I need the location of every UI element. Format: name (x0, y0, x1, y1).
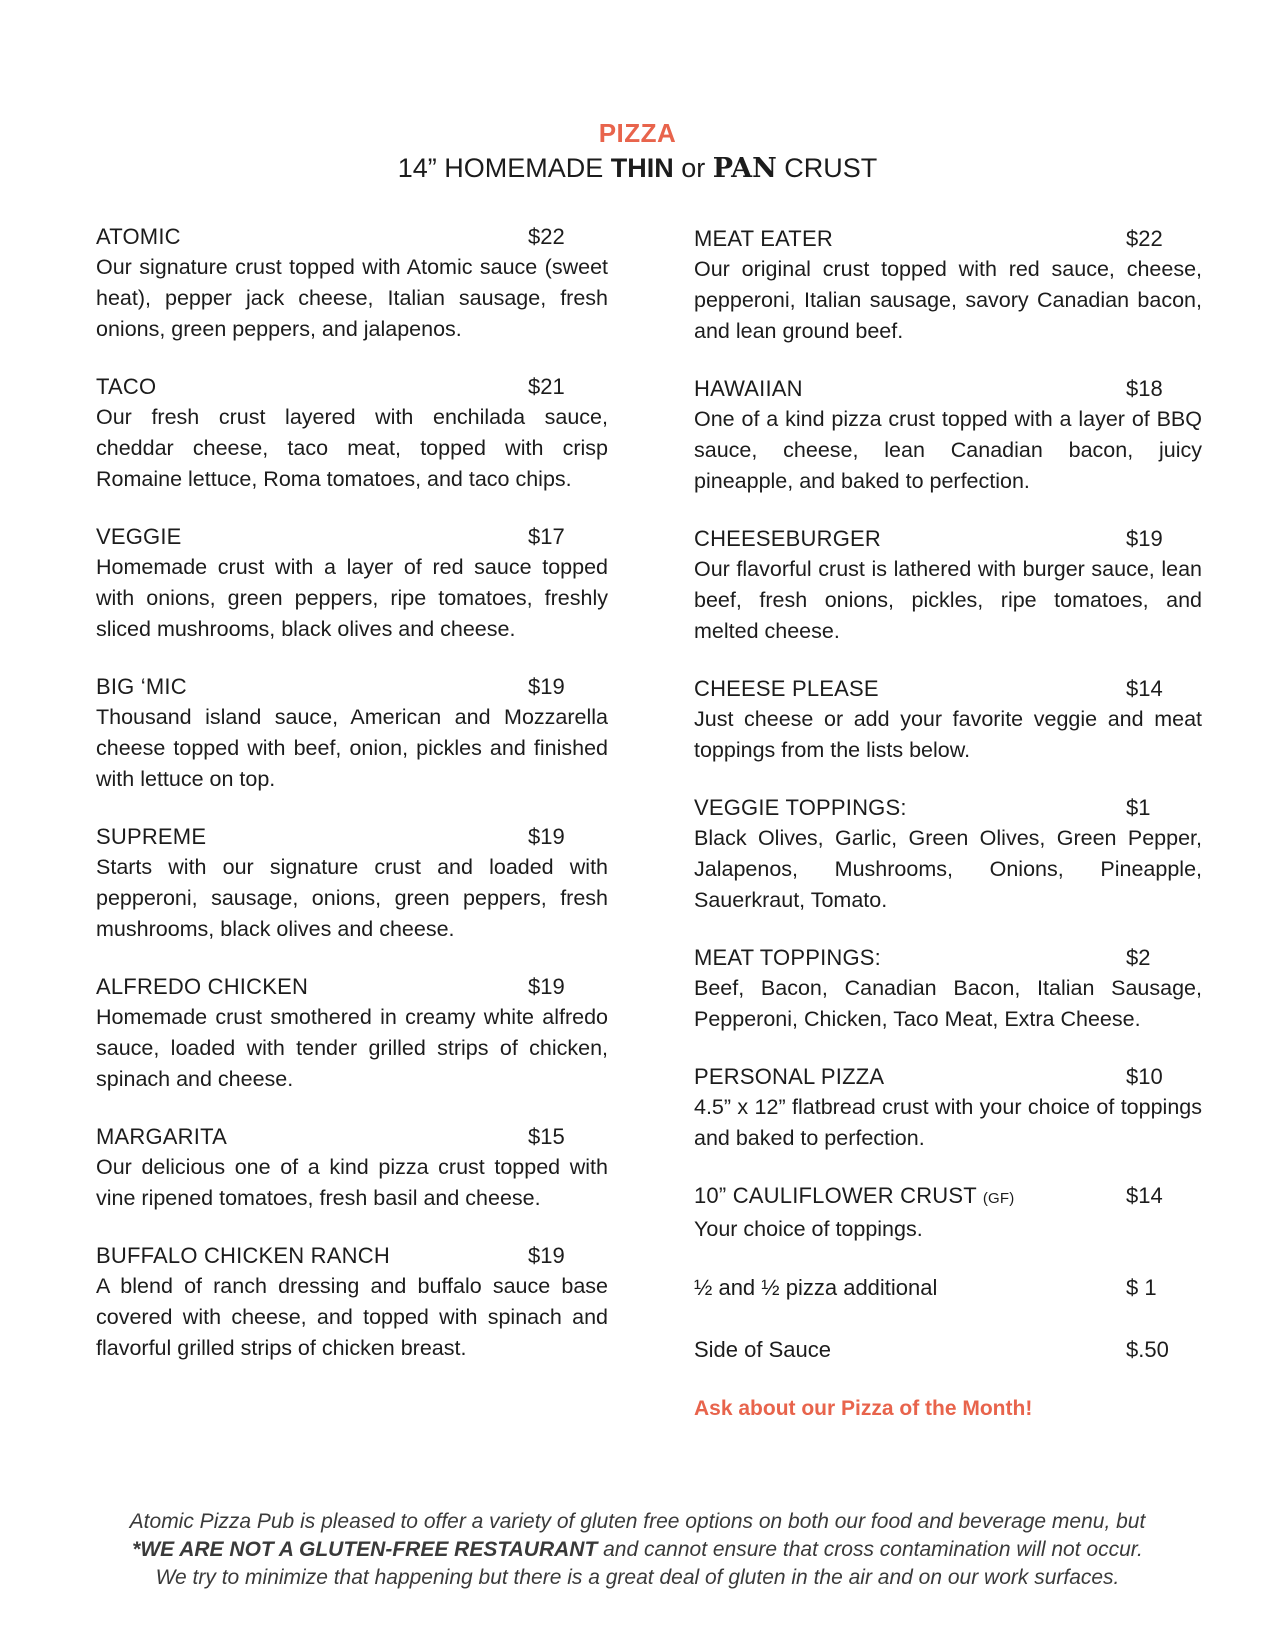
item-description: Our signature crust topped with Atomic sauce (sweet heat), pepper jack cheese, Italian sausage, fresh onions, green peppers, and jalapenos. (96, 255, 608, 341)
item-description: Thousand island sauce, American and Mozzarella cheese topped with beef, onion, pickles and finished with lettuce on top. (96, 705, 608, 791)
menu-item (96, 372, 608, 495)
cauliflower-name: 10” CAULIFLOWER CRUST (694, 1183, 977, 1208)
item-description: Our delicious one of a kind pizza crust topped with vine ripened tomatoes, fresh basil and cheese. (96, 1155, 608, 1210)
item-description: A blend of ranch dressing and buffalo sauce base covered with cheese, and topped with spinach and flavorful grilled strips of chicken breast. (96, 1274, 608, 1360)
item-price: $19 (1126, 526, 1163, 551)
item-name: VEGGIE TOPPINGS: (694, 795, 907, 820)
menu-item (694, 524, 1202, 647)
item-name: MEAT EATER (694, 226, 833, 251)
crust-subtitle (0, 153, 1275, 184)
item-description: Homemade crust smothered in creamy white alfredo sauce, loaded with tender grilled strips of chicken, spinach and cheese. (96, 1005, 608, 1091)
item-name: PERSONAL PIZZA (694, 1064, 885, 1089)
item-price: $19 (528, 824, 565, 849)
item-name: SUPREME (96, 824, 207, 849)
item-description: 4.5” x 12” flatbread crust with your choice of toppings and baked to perfection. (694, 1095, 1202, 1150)
subtitle-pan: PAN (712, 153, 777, 184)
subtitle-post: CRUST (776, 153, 878, 183)
gluten-free-tag: (GF) (982, 1190, 1015, 1207)
item-price: $.50 (1126, 1337, 1169, 1362)
item-name: ATOMIC (96, 224, 181, 249)
menu-item (96, 222, 608, 345)
item-price: $18 (1126, 376, 1163, 401)
item-name: MEAT TOPPINGS: (694, 945, 881, 970)
cauliflower-item (694, 1181, 1202, 1245)
menu-item (96, 972, 608, 1095)
menu-item (694, 224, 1202, 347)
item-price: $2 (1126, 945, 1151, 970)
topping-group (694, 793, 1202, 916)
item-description: Our flavorful crust is lathered with burger sauce, lean beef, fresh onions, pickles, ripe tomatoes, and melted cheese. (694, 557, 1202, 643)
menu-item (96, 522, 608, 645)
item-price: $22 (528, 224, 565, 249)
item-price: $10 (1126, 1064, 1163, 1089)
item-description: Your choice of toppings. (694, 1217, 923, 1241)
item-price: $14 (1126, 676, 1163, 701)
side-sauce-label: Side of Sauce (694, 1337, 831, 1362)
item-price: $1 (1126, 795, 1151, 820)
subtitle-thin: THIN (610, 153, 674, 183)
item-price: $15 (528, 1124, 565, 1149)
menu-item (694, 1062, 1202, 1154)
item-name: MARGARITA (96, 1124, 227, 1149)
item-name: TACO (96, 374, 157, 399)
item-price: $22 (1126, 226, 1163, 251)
item-price: $17 (528, 524, 565, 549)
item-name: CHEESEBURGER (694, 526, 881, 551)
item-description: Starts with our signature crust and loaded with pepperoni, sausage, onions, green peppers, fresh mushrooms, black olives and cheese. (96, 855, 608, 941)
menu-column-left (96, 222, 608, 1391)
side-sauce-row (694, 1335, 1202, 1365)
page-title: PIZZA (598, 118, 677, 148)
topping-group (694, 943, 1202, 1035)
menu-header (0, 118, 1275, 184)
half-and-half-label: ½ and ½ pizza additional (694, 1275, 938, 1300)
disclaimer-line-2-rest: and cannot ensure that cross contamination will not occur. (597, 1538, 1143, 1561)
item-description: Beef, Bacon, Canadian Bacon, Italian Sausage, Pepperoni, Chicken, Taco Meat, Extra Cheese. (694, 976, 1202, 1031)
item-name: HAWAIIAN (694, 376, 803, 401)
item-price: $19 (528, 1243, 565, 1268)
item-description: Black Olives, Garlic, Green Olives, Green Pepper, Jalapenos, Mushrooms, Onions, Pineapple, Sauerkraut, Tomato. (694, 826, 1202, 912)
gluten-disclaimer (60, 1508, 1215, 1592)
menu-item (694, 374, 1202, 497)
disclaimer-line-1: Atomic Pizza Pub is pleased to offer a variety of gluten free options on both our food and beverage menu, but (129, 1510, 1146, 1533)
menu-column-right (694, 224, 1202, 1421)
item-price: $19 (528, 674, 565, 699)
item-description: One of a kind pizza crust topped with a layer of BBQ sauce, cheese, lean Canadian bacon, juicy pineapple, and baked to perfection. (694, 407, 1202, 493)
menu-item (96, 1122, 608, 1214)
item-price: $ 1 (1126, 1275, 1157, 1300)
item-price: $19 (528, 974, 565, 999)
item-description: Our original crust topped with red sauce, cheese, pepperoni, Italian sausage, savory Canadian bacon, and lean ground beef. (694, 257, 1202, 343)
item-description: Just cheese or add your favorite veggie and meat toppings from the lists below. (694, 707, 1202, 762)
disclaimer-line-2 (60, 1536, 1215, 1564)
gluten-warning: *WE ARE NOT A GLUTEN-FREE RESTAURANT (132, 1538, 598, 1561)
item-description: Homemade crust with a layer of red sauce topped with onions, green peppers, ripe tomatoes, freshly sliced mushrooms, black olives and cheese. (96, 555, 608, 641)
item-name: CHEESE PLEASE (694, 676, 879, 701)
half-and-half-row (694, 1273, 1202, 1303)
subtitle-pre: 14” HOMEMADE (397, 153, 611, 183)
item-name: VEGGIE (96, 524, 182, 549)
item-description: Our fresh crust layered with enchilada sauce, cheddar cheese, taco meat, topped with crisp Romaine lettuce, Roma tomatoes, and taco chips. (96, 405, 608, 491)
item-name (694, 1181, 1014, 1214)
menu-item (694, 674, 1202, 766)
menu-item (96, 822, 608, 945)
item-name: ALFREDO CHICKEN (96, 974, 309, 999)
disclaimer-line-3: We try to minimize that happening but there is a great deal of gluten in the air and on our work surfaces. (155, 1566, 1120, 1589)
menu-item (96, 1241, 608, 1364)
item-name: BIG ‘MIC (96, 674, 187, 699)
menu-item (96, 672, 608, 795)
item-price: $14 (1126, 1183, 1163, 1208)
item-price: $21 (528, 374, 565, 399)
item-name: BUFFALO CHICKEN RANCH (96, 1243, 390, 1268)
pizza-of-month-promo: Ask about our Pizza of the Month! (694, 1397, 1033, 1420)
subtitle-or: or (673, 153, 713, 183)
